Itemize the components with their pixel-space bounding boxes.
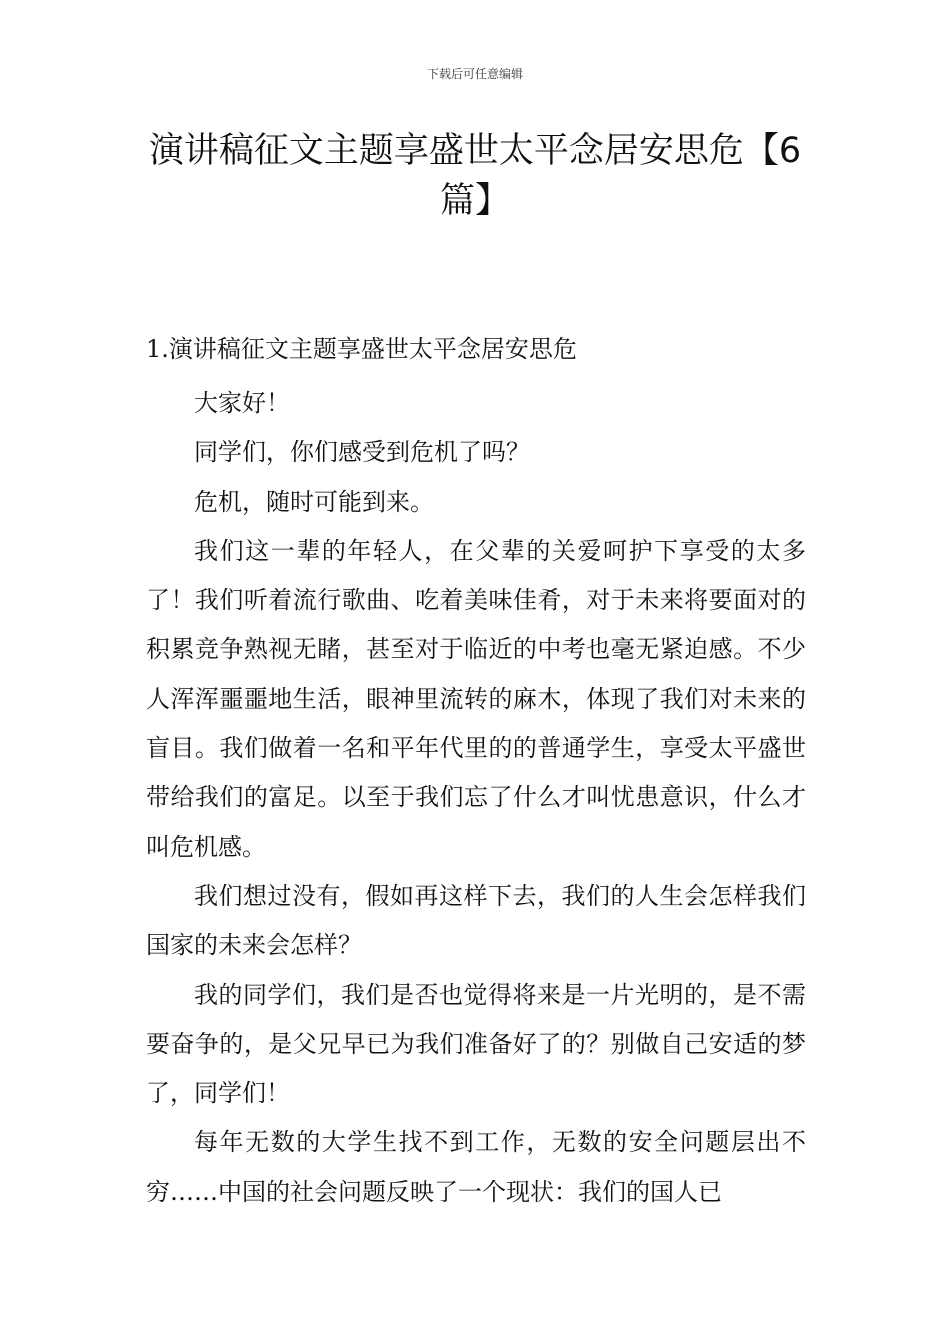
paragraph-crisis: 危机，随时可能到来。 (194, 487, 434, 516)
section-heading: 1.演讲稿征文主题享盛世太平念居安思危 (146, 335, 577, 363)
paragraph-classmates: 我的同学们，我们是否也觉得将来是一片光明的，是不需要奋争的，是父兄早已为我们准备好了的？别做自己安适的梦了，同学们！ (146, 980, 806, 1108)
document-title: 演讲稿征文主题享盛世太平念居安思危【6篇】 (148, 131, 802, 221)
paragraph-question: 同学们，你们感受到危机了吗？ (194, 438, 530, 467)
body-text (146, 379, 806, 1217)
paragraph-future: 我们想过没有，假如再这样下去，我们的人生会怎样我们国家的未来会怎样？ (146, 881, 806, 960)
paragraph-generation: 我们这一辈的年轻人，在父辈的关爱呵护下享受的太多了！我们听着流行歌曲、吃着美味佳肴，对于未来将要面对的积累竞争熟视无睹，甚至对于临近的中考也毫无紧迫感。不少人浑浑噩噩地生活，眼神里流转的麻木，体现了我们对未来的盲目。我们做着一名和平年代里的的普通学生，享受太平盛世带给我们的富足。以至于我们忘了什么才叫忧患意识，什么才叫危机感。 (146, 536, 806, 861)
header-note: 下载后可任意编辑 (426, 67, 523, 81)
paragraph-greeting: 大家好！ (194, 389, 290, 417)
paragraph-society: 每年无数的大学生找不到工作，无数的安全问题层出不穷……中国的社会问题反映了一个现状：我们的国人已 (146, 1128, 806, 1206)
